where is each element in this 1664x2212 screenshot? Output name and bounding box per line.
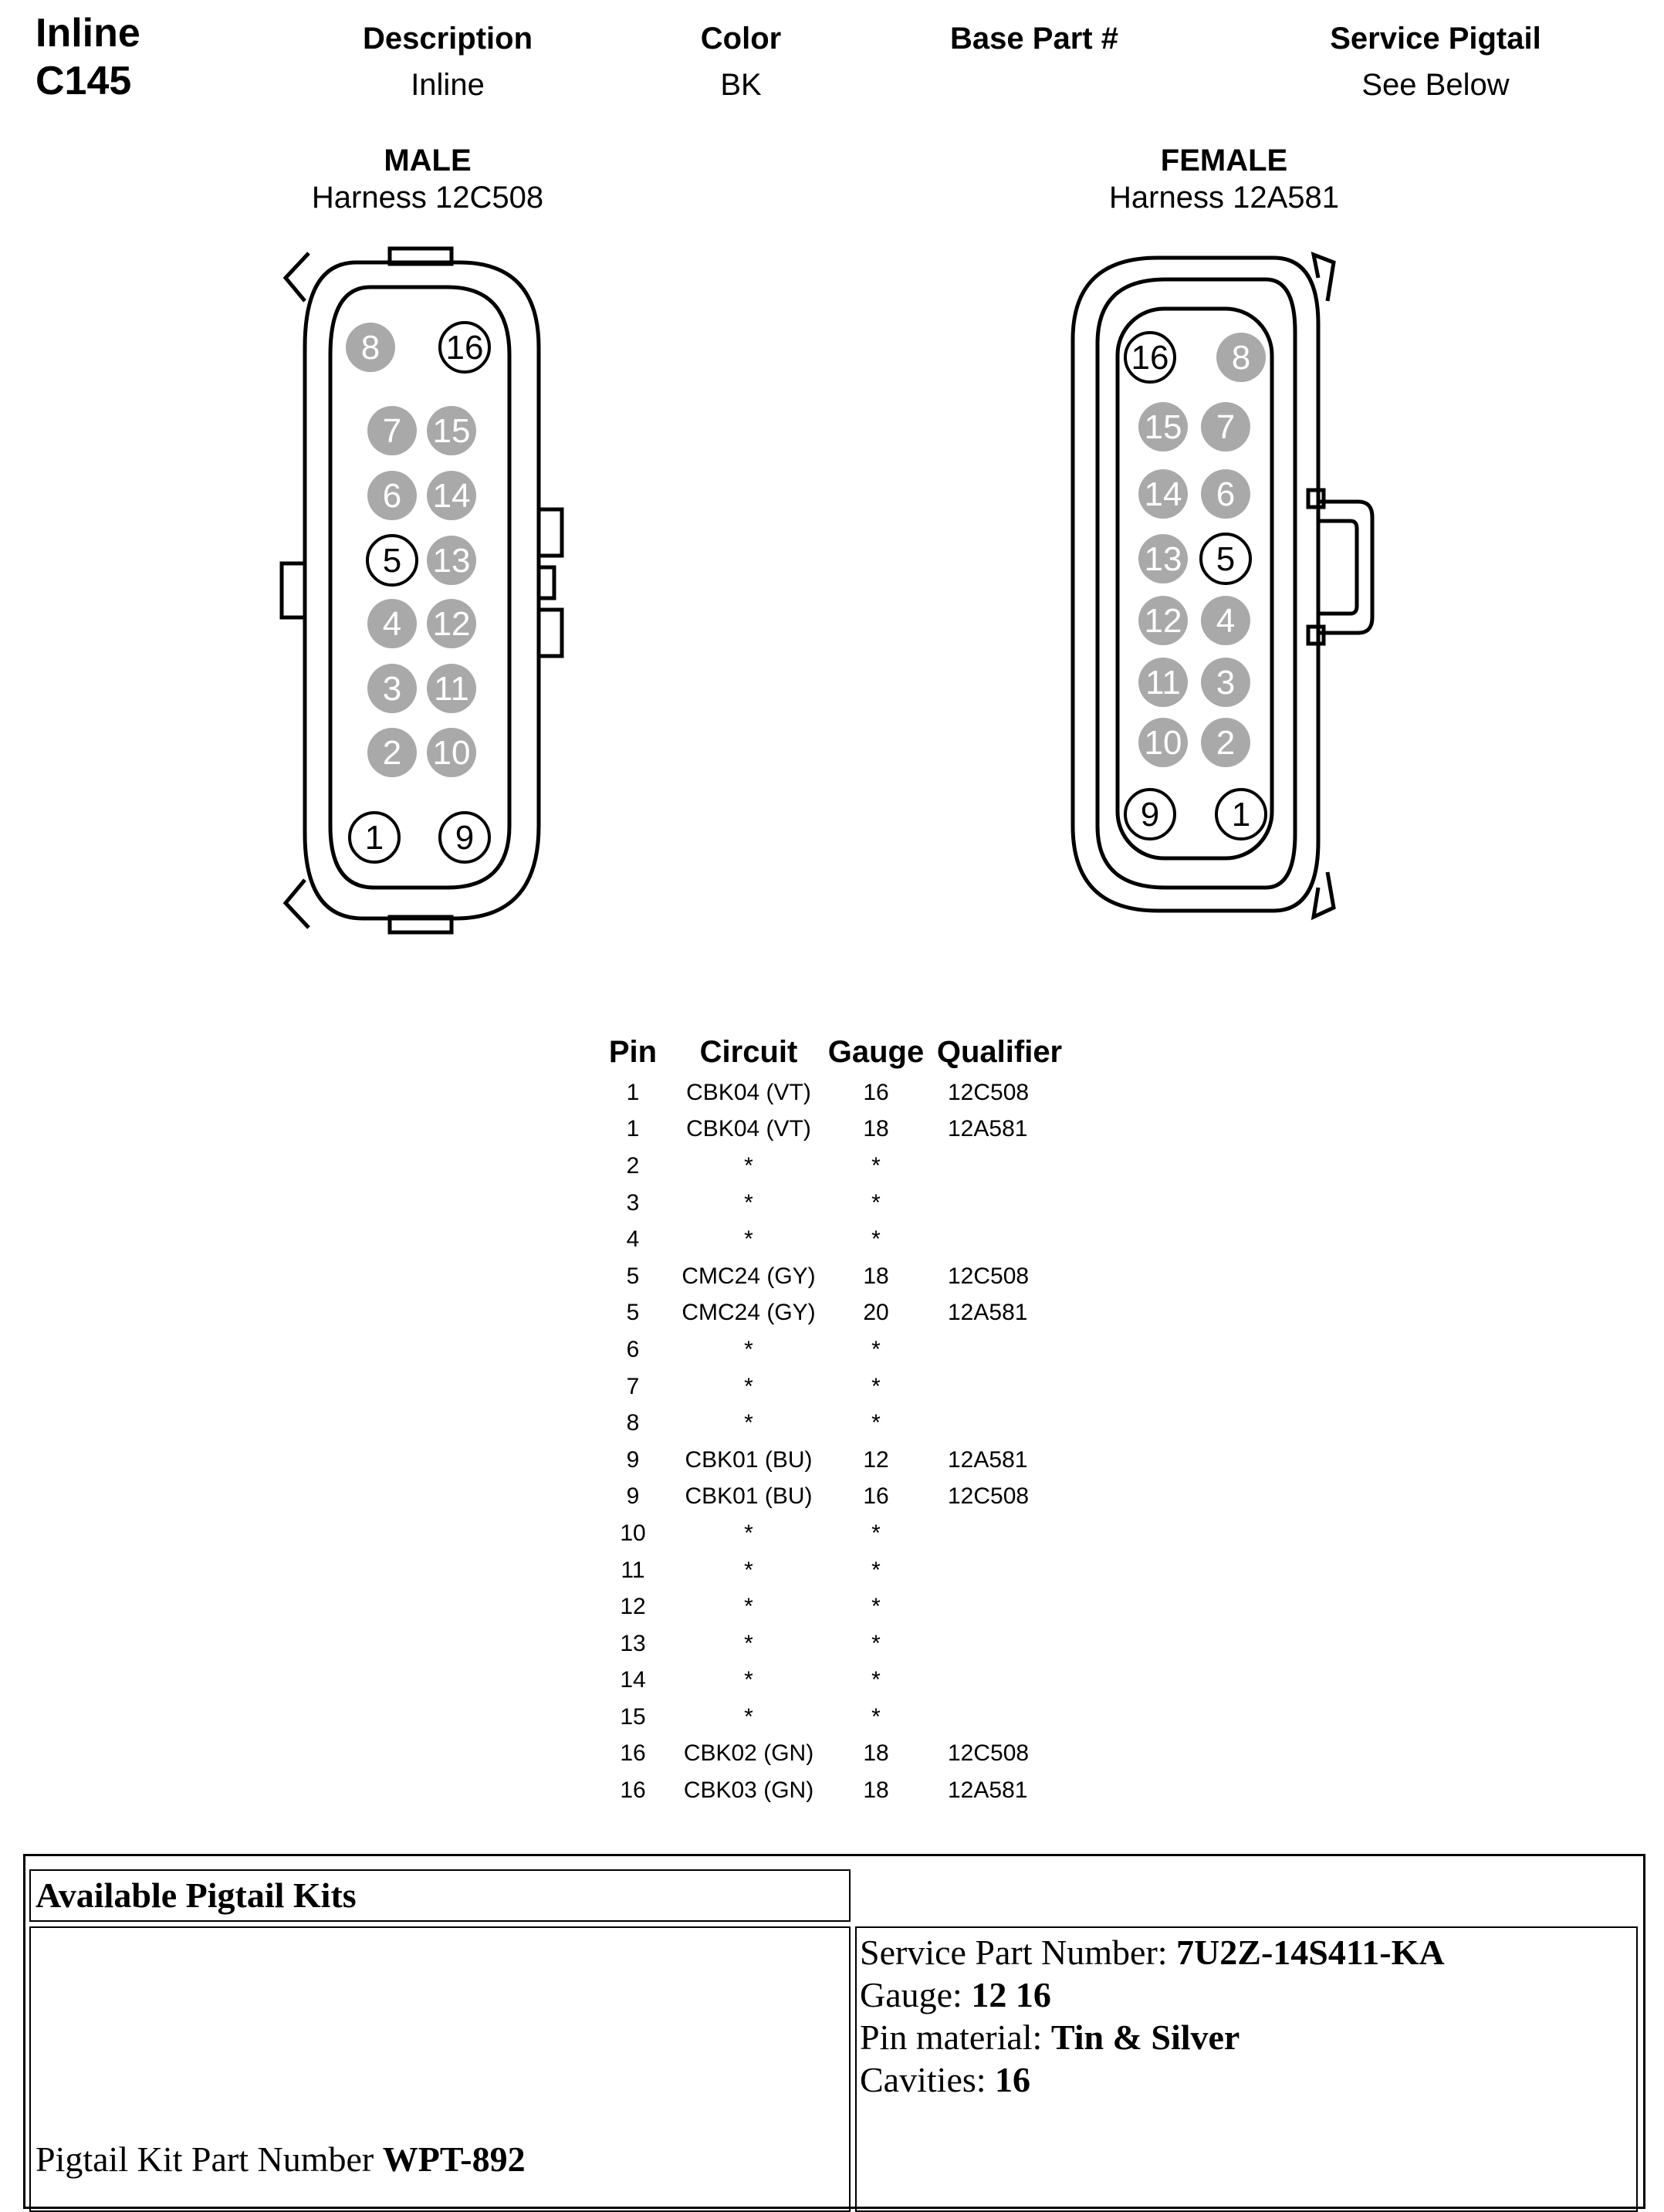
qualifier-cell <box>926 1368 1073 1405</box>
qualifier-cell: 12A581 <box>948 1777 1028 1804</box>
male-pin-label: 8 <box>360 329 380 367</box>
male-pin-label: 3 <box>382 670 402 708</box>
pigtail-kit-line <box>36 2136 526 2183</box>
gauge-value: 12 16 <box>971 1975 1051 2014</box>
pin-cell: 14 <box>620 1667 646 1693</box>
male-harness: Harness 12C508 <box>311 181 544 215</box>
male-pin-label: 9 <box>455 819 475 857</box>
color-header: Color <box>700 22 782 56</box>
circuit-cell: * <box>744 1152 753 1179</box>
pigtail-kit-label: Pigtail Kit Part Number <box>36 2139 383 2179</box>
gauge-cell: * <box>871 1373 881 1399</box>
base-part-header: Base Part # <box>950 22 1118 56</box>
qualifier-cell <box>926 1699 1073 1736</box>
gauge-cell: * <box>871 1226 881 1253</box>
pin-cell: 2 <box>626 1152 640 1179</box>
male-top-hook <box>286 253 309 301</box>
qualifier-cell <box>926 1662 1073 1700</box>
pin-cell: 4 <box>626 1226 640 1253</box>
female-pin-label: 1 <box>1231 796 1251 834</box>
female-pin-label: 16 <box>1131 339 1169 377</box>
table-row <box>594 1221 1073 1258</box>
gauge-column-header: Gauge <box>827 1034 925 1069</box>
female-bottom-hook <box>1314 872 1334 917</box>
female-title: FEMALE <box>1160 144 1288 178</box>
qualifier-cell <box>926 1588 1073 1625</box>
table-row <box>594 1368 1073 1405</box>
qualifier-cell <box>926 1331 1073 1368</box>
pin-cell: 8 <box>626 1410 640 1436</box>
female-pin-label: 12 <box>1144 602 1182 640</box>
circuit-cell: * <box>744 1336 753 1362</box>
circuit-cell: CBK04 (VT) <box>686 1079 811 1105</box>
circuit-cell: * <box>744 1189 753 1216</box>
qualifier-cell <box>926 1625 1073 1662</box>
male-pin-label: 2 <box>382 734 402 772</box>
circuit-cell: * <box>744 1630 753 1656</box>
table-row <box>594 1442 1073 1479</box>
gauge-cell: 18 <box>863 1777 889 1804</box>
female-pin-label: 2 <box>1216 724 1236 762</box>
pin-cell: 9 <box>626 1446 640 1473</box>
table-row <box>594 1552 1073 1589</box>
male-pin-label: 1 <box>364 819 384 857</box>
female-pin-label: 15 <box>1144 408 1182 446</box>
female-pin-label: 8 <box>1231 339 1251 377</box>
male-pin-group <box>346 323 489 862</box>
female-harness: Harness 12A581 <box>1109 181 1339 215</box>
gauge-cell: * <box>871 1152 881 1179</box>
service-part-label: Service Part Number: <box>860 1933 1177 1972</box>
table-row <box>594 1479 1073 1516</box>
qualifier-cell <box>926 1405 1073 1442</box>
male-pin-label: 7 <box>382 412 402 450</box>
female-pin-label: 14 <box>1144 475 1182 513</box>
circuit-cell: * <box>744 1226 753 1253</box>
male-connector-diagram <box>262 232 587 957</box>
circuit-cell: CBK03 (GN) <box>683 1777 814 1804</box>
pin-table <box>594 1030 1073 1809</box>
female-tab-stop-top <box>1308 490 1324 507</box>
description-header: Description <box>362 22 533 56</box>
service-part-line <box>860 1931 1445 1974</box>
female-pin-label: 7 <box>1216 408 1236 446</box>
gauge-cell: 18 <box>863 1740 889 1767</box>
male-pin-label: 6 <box>382 477 402 515</box>
gauge-cell: 16 <box>863 1483 889 1510</box>
pin-cell: 12 <box>620 1594 646 1620</box>
female-housing-outer <box>1073 258 1318 911</box>
service-part-details <box>860 1931 1445 2101</box>
pin-cell: 1 <box>626 1079 640 1105</box>
male-pin-label: 10 <box>432 734 471 772</box>
male-pin-label: 5 <box>382 542 402 580</box>
cavities-label: Cavities: <box>860 2060 996 2099</box>
cavities-line <box>860 2058 1445 2101</box>
female-housing-inner <box>1097 279 1295 888</box>
qualifier-cell: 12C508 <box>948 1263 1030 1289</box>
male-pin-label: 11 <box>434 670 469 708</box>
pin-material-label: Pin material: <box>860 2018 1051 2057</box>
pin-table-header-row <box>594 1030 1073 1074</box>
circuit-cell: CBK01 (BU) <box>685 1483 813 1510</box>
gauge-cell: * <box>871 1667 881 1693</box>
female-side-tab-inner <box>1318 521 1357 614</box>
pin-material-value: Tin & Silver <box>1050 2018 1240 2057</box>
circuit-cell: CBK01 (BU) <box>685 1446 813 1473</box>
table-row <box>594 1148 1073 1185</box>
connector-id: C145 <box>36 59 132 103</box>
gauge-cell: * <box>871 1703 881 1730</box>
pin-cell: 16 <box>620 1740 646 1767</box>
qualifier-cell <box>926 1515 1073 1552</box>
color-value: BK <box>720 68 762 102</box>
circuit-column-header: Circuit <box>699 1034 798 1069</box>
pin-material-line <box>860 2016 1445 2058</box>
pigtail-kit-number: WPT-892 <box>382 2139 526 2179</box>
circuit-cell: * <box>744 1410 753 1436</box>
pin-cell: 7 <box>626 1373 640 1399</box>
female-pin-label: 10 <box>1144 724 1182 762</box>
female-pin-group <box>1125 333 1266 839</box>
service-pigtail-value: See Below <box>1361 68 1510 102</box>
female-pin-label: 4 <box>1216 602 1236 640</box>
gauge-cell: * <box>871 1410 881 1436</box>
gauge-label: Gauge: <box>860 1975 972 2014</box>
male-pin-label: 13 <box>432 542 471 580</box>
qualifier-cell: 12A581 <box>948 1446 1028 1473</box>
pin-cell: 10 <box>620 1520 646 1546</box>
female-pin-label: 3 <box>1216 664 1236 702</box>
female-pin-label: 9 <box>1140 796 1160 834</box>
pin-cell: 11 <box>621 1557 645 1583</box>
female-pin-label: 11 <box>1145 664 1181 702</box>
gauge-cell: * <box>871 1557 881 1583</box>
service-pigtail-header: Service Pigtail <box>1330 22 1541 56</box>
table-row <box>594 1405 1073 1442</box>
table-row <box>594 1111 1073 1148</box>
male-pin-label: 14 <box>432 477 471 515</box>
gauge-cell: * <box>871 1630 881 1656</box>
table-row <box>594 1185 1073 1222</box>
male-left-key <box>282 563 305 617</box>
female-pin-field <box>1118 309 1272 858</box>
male-pin-label: 4 <box>382 605 402 643</box>
male-housing-inner <box>330 287 509 888</box>
circuit-cell: * <box>744 1520 753 1546</box>
male-bottom-hook <box>286 880 309 928</box>
pin-cell: 16 <box>620 1777 646 1804</box>
table-row <box>594 1258 1073 1295</box>
male-right-key-mid <box>539 567 554 598</box>
pin-cell: 15 <box>620 1703 646 1730</box>
gauge-cell: 16 <box>863 1079 889 1105</box>
pin-cell: 5 <box>626 1263 640 1289</box>
male-label <box>227 142 628 216</box>
circuit-cell: CBK02 (GN) <box>683 1740 814 1767</box>
table-row <box>594 1331 1073 1368</box>
table-row <box>594 1699 1073 1736</box>
table-row <box>594 1625 1073 1662</box>
male-pin-label: 16 <box>445 329 484 367</box>
female-pin-label: 6 <box>1216 475 1236 513</box>
connector-type: Inline <box>36 11 140 56</box>
male-right-key-top <box>539 509 562 556</box>
female-label <box>1023 142 1425 216</box>
male-pin-label: 12 <box>432 605 471 643</box>
male-housing-outer <box>305 262 539 918</box>
qualifier-cell: 12C508 <box>948 1483 1030 1510</box>
pin-cell: 13 <box>620 1630 646 1656</box>
qualifier-column-header: Qualifier <box>936 1034 1063 1069</box>
service-part-number: 7U2Z-14S411-KA <box>1176 1933 1445 1972</box>
qualifier-cell: 12C508 <box>948 1079 1030 1105</box>
gauge-cell: 18 <box>863 1116 889 1142</box>
circuit-cell: * <box>744 1594 753 1620</box>
qualifier-cell: 12A581 <box>948 1300 1028 1326</box>
circuit-cell: * <box>744 1373 753 1399</box>
male-title: MALE <box>384 144 472 178</box>
gauge-cell: 18 <box>863 1263 889 1289</box>
pin-column-header: Pin <box>608 1034 658 1069</box>
gauge-line <box>860 1974 1445 2016</box>
qualifier-cell <box>926 1148 1073 1185</box>
qualifier-cell <box>926 1185 1073 1222</box>
description-value: Inline <box>411 68 485 102</box>
pin-cell: 1 <box>626 1116 640 1142</box>
gauge-cell: * <box>871 1594 881 1620</box>
female-pin-label: 5 <box>1216 540 1236 578</box>
circuit-cell: * <box>744 1703 753 1730</box>
table-row <box>594 1662 1073 1700</box>
qualifier-cell: 12A581 <box>948 1116 1028 1142</box>
pin-cell: 5 <box>626 1300 640 1326</box>
female-connector-diagram <box>1050 232 1405 942</box>
table-row <box>594 1515 1073 1552</box>
circuit-cell: * <box>744 1557 753 1583</box>
circuit-cell: CBK04 (VT) <box>686 1116 811 1142</box>
female-pin-label: 13 <box>1144 540 1182 578</box>
table-row <box>594 1736 1073 1773</box>
circuit-cell: CMC24 (GY) <box>681 1300 816 1326</box>
female-tab-stop-bottom <box>1308 627 1324 644</box>
gauge-cell: 20 <box>863 1300 889 1326</box>
table-row <box>594 1295 1073 1332</box>
pin-cell: 3 <box>626 1189 640 1216</box>
gauge-cell: 12 <box>863 1446 889 1473</box>
pigtail-heading: Available Pigtail Kits <box>36 1875 357 1915</box>
gauge-cell: * <box>871 1520 881 1546</box>
qualifier-cell <box>926 1221 1073 1258</box>
pin-cell: 6 <box>626 1336 640 1362</box>
pin-cell: 9 <box>626 1483 640 1510</box>
table-row <box>594 1074 1073 1111</box>
cavities-value: 16 <box>995 2060 1031 2099</box>
table-row <box>594 1772 1073 1809</box>
circuit-cell: CMC24 (GY) <box>681 1263 816 1289</box>
qualifier-cell: 12C508 <box>948 1740 1030 1767</box>
gauge-cell: * <box>871 1336 881 1362</box>
circuit-cell: * <box>744 1667 753 1693</box>
male-pin-label: 15 <box>432 412 471 450</box>
qualifier-cell <box>926 1552 1073 1589</box>
male-right-key-bottom <box>539 610 562 656</box>
gauge-cell: * <box>871 1189 881 1216</box>
table-row <box>594 1588 1073 1625</box>
